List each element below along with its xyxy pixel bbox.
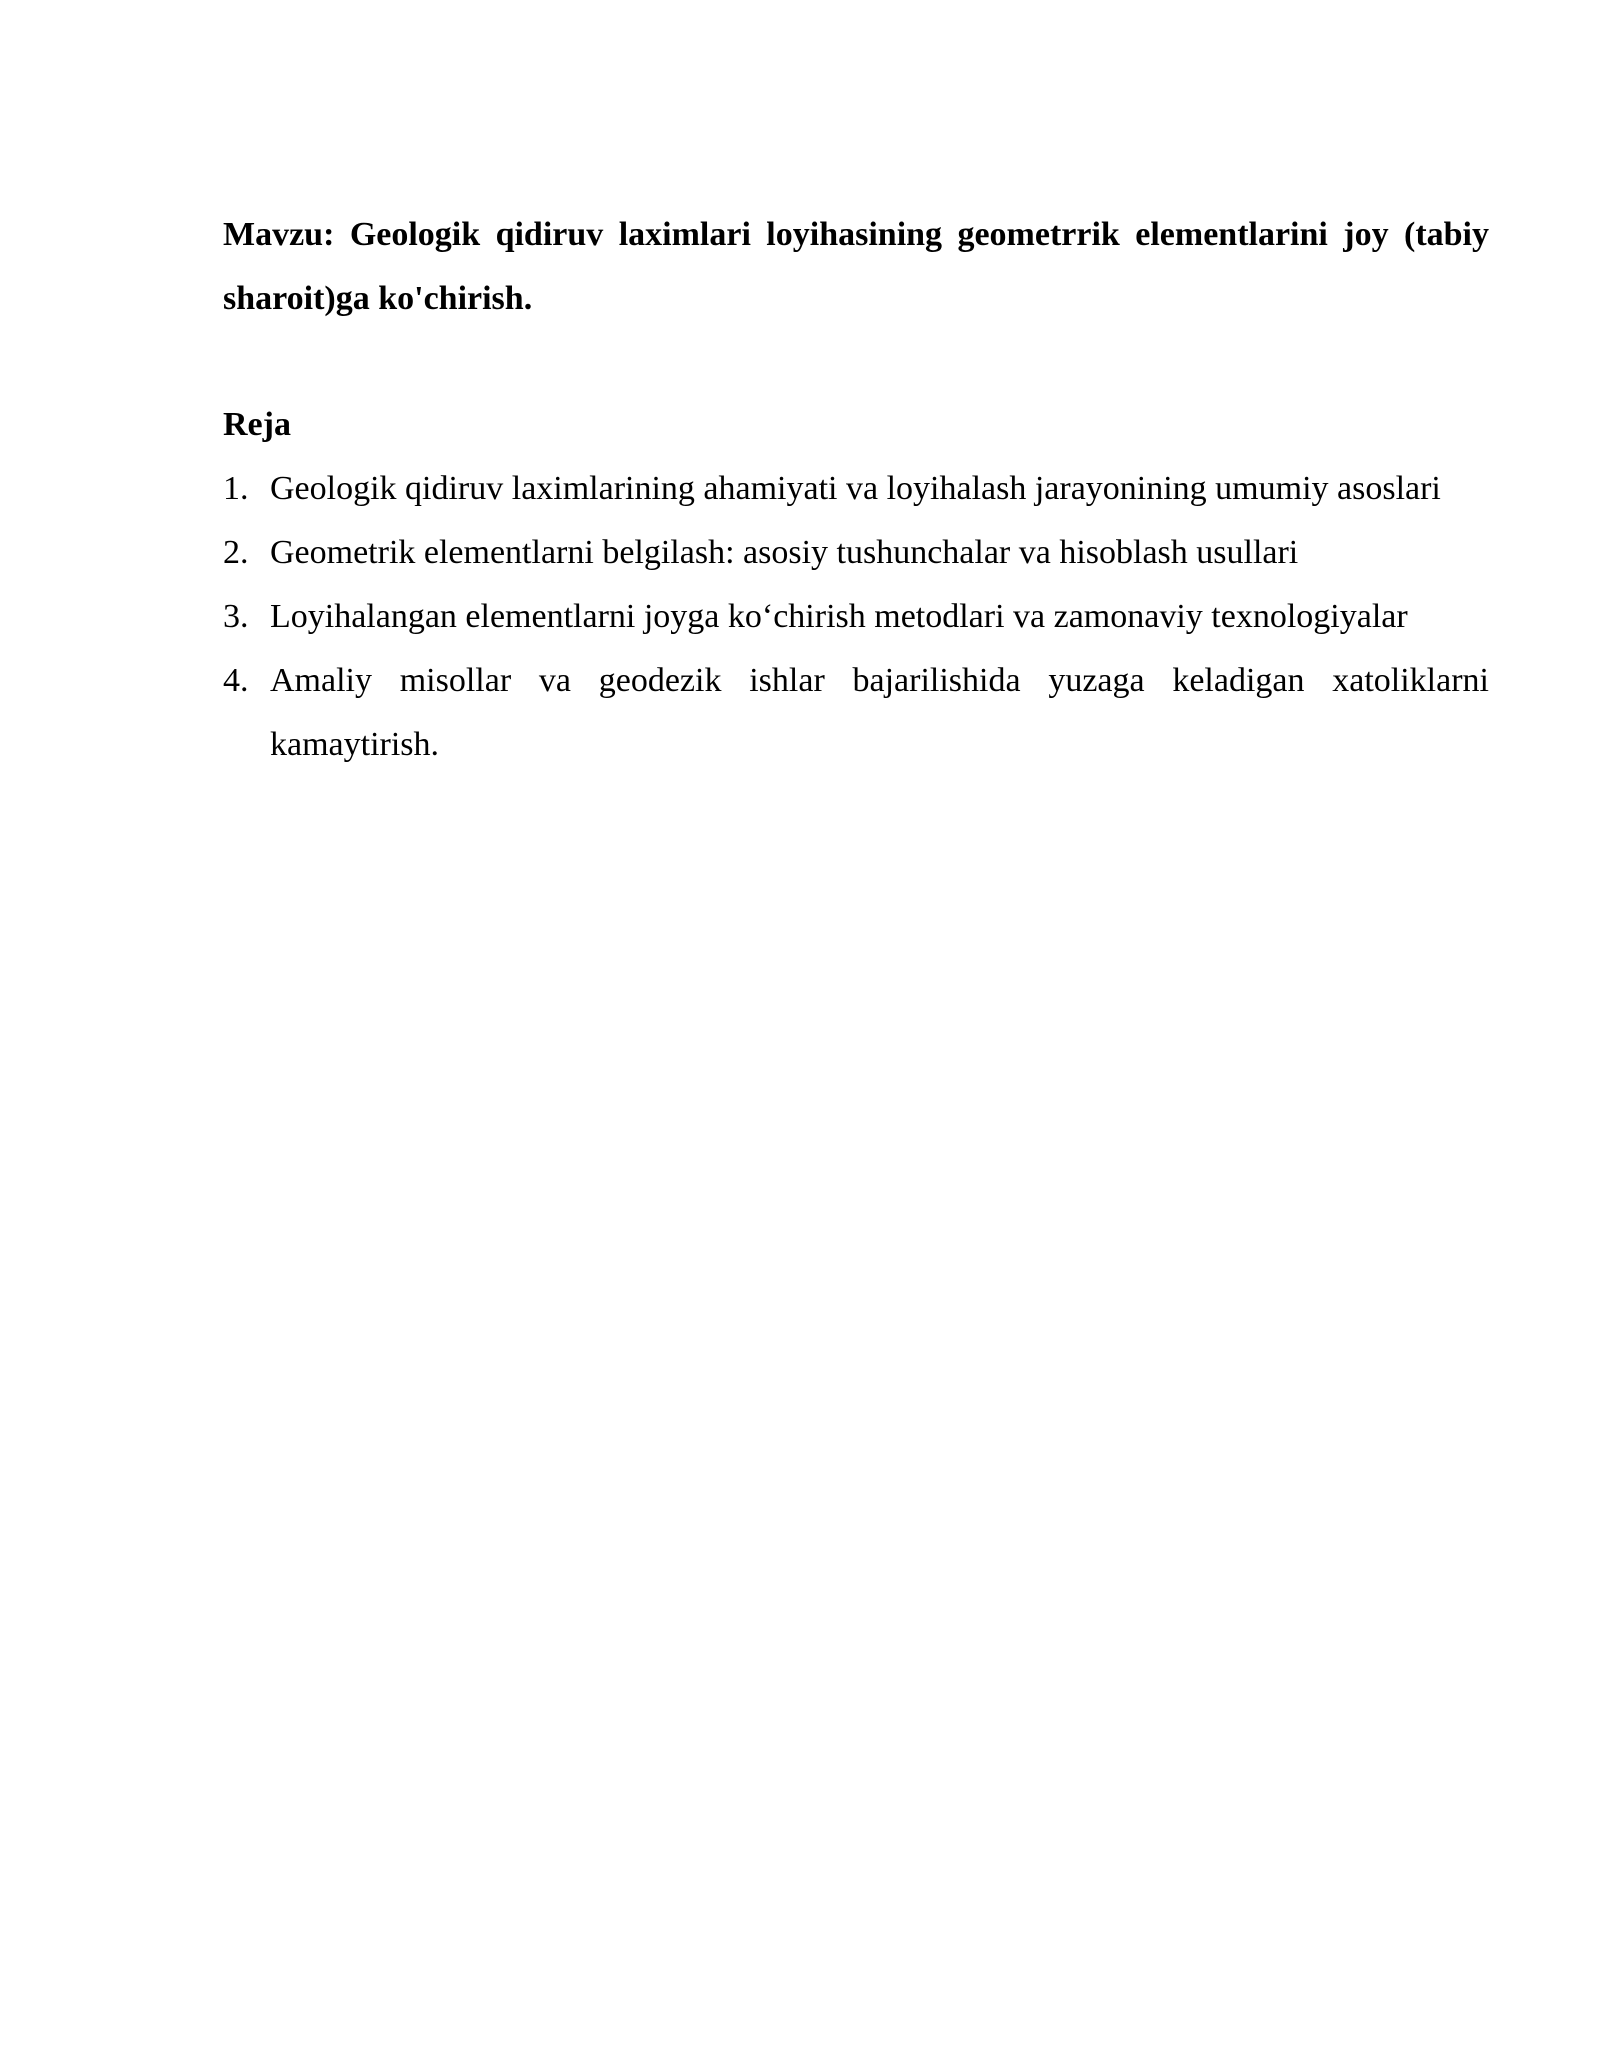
plan-item-2 [223, 521, 1489, 585]
plan-item-text: Loyihalangan elementlarni joyga ko‘chirish metodlari va zamonaviy texnologiyalar [270, 598, 1408, 635]
plan-item-1 [223, 457, 1489, 521]
plan-item-text: Geometrik elementlarni belgilash: asosiy tushunchalar va hisoblash usullari [270, 534, 1299, 571]
plan-item-text: Amaliy misollar va geodezik ishlar bajarilishida yuzaga keladigan xatoliklarni kamaytirish. [270, 662, 1489, 763]
plan-item-3 [223, 585, 1489, 649]
plan-item-4 [223, 649, 1489, 777]
plan-list [223, 457, 1489, 777]
plan-heading: Reja [223, 406, 291, 443]
document-content [223, 203, 1489, 777]
plan-item-number: 1. [223, 470, 249, 507]
plan-item-number: 3. [223, 598, 249, 635]
plan-item-text: Geologik qidiruv laximlarining ahamiyati va loyihalash jarayonining umumiy asoslari [270, 470, 1441, 507]
topic-title: Mavzu: Geologik qidiruv laximlari loyihasining geometrrik elementlarini joy (tabiy sharoit)ga ko'chirish. [223, 216, 1489, 317]
plan-item-number: 2. [223, 534, 249, 571]
plan-item-number: 4. [223, 662, 249, 699]
